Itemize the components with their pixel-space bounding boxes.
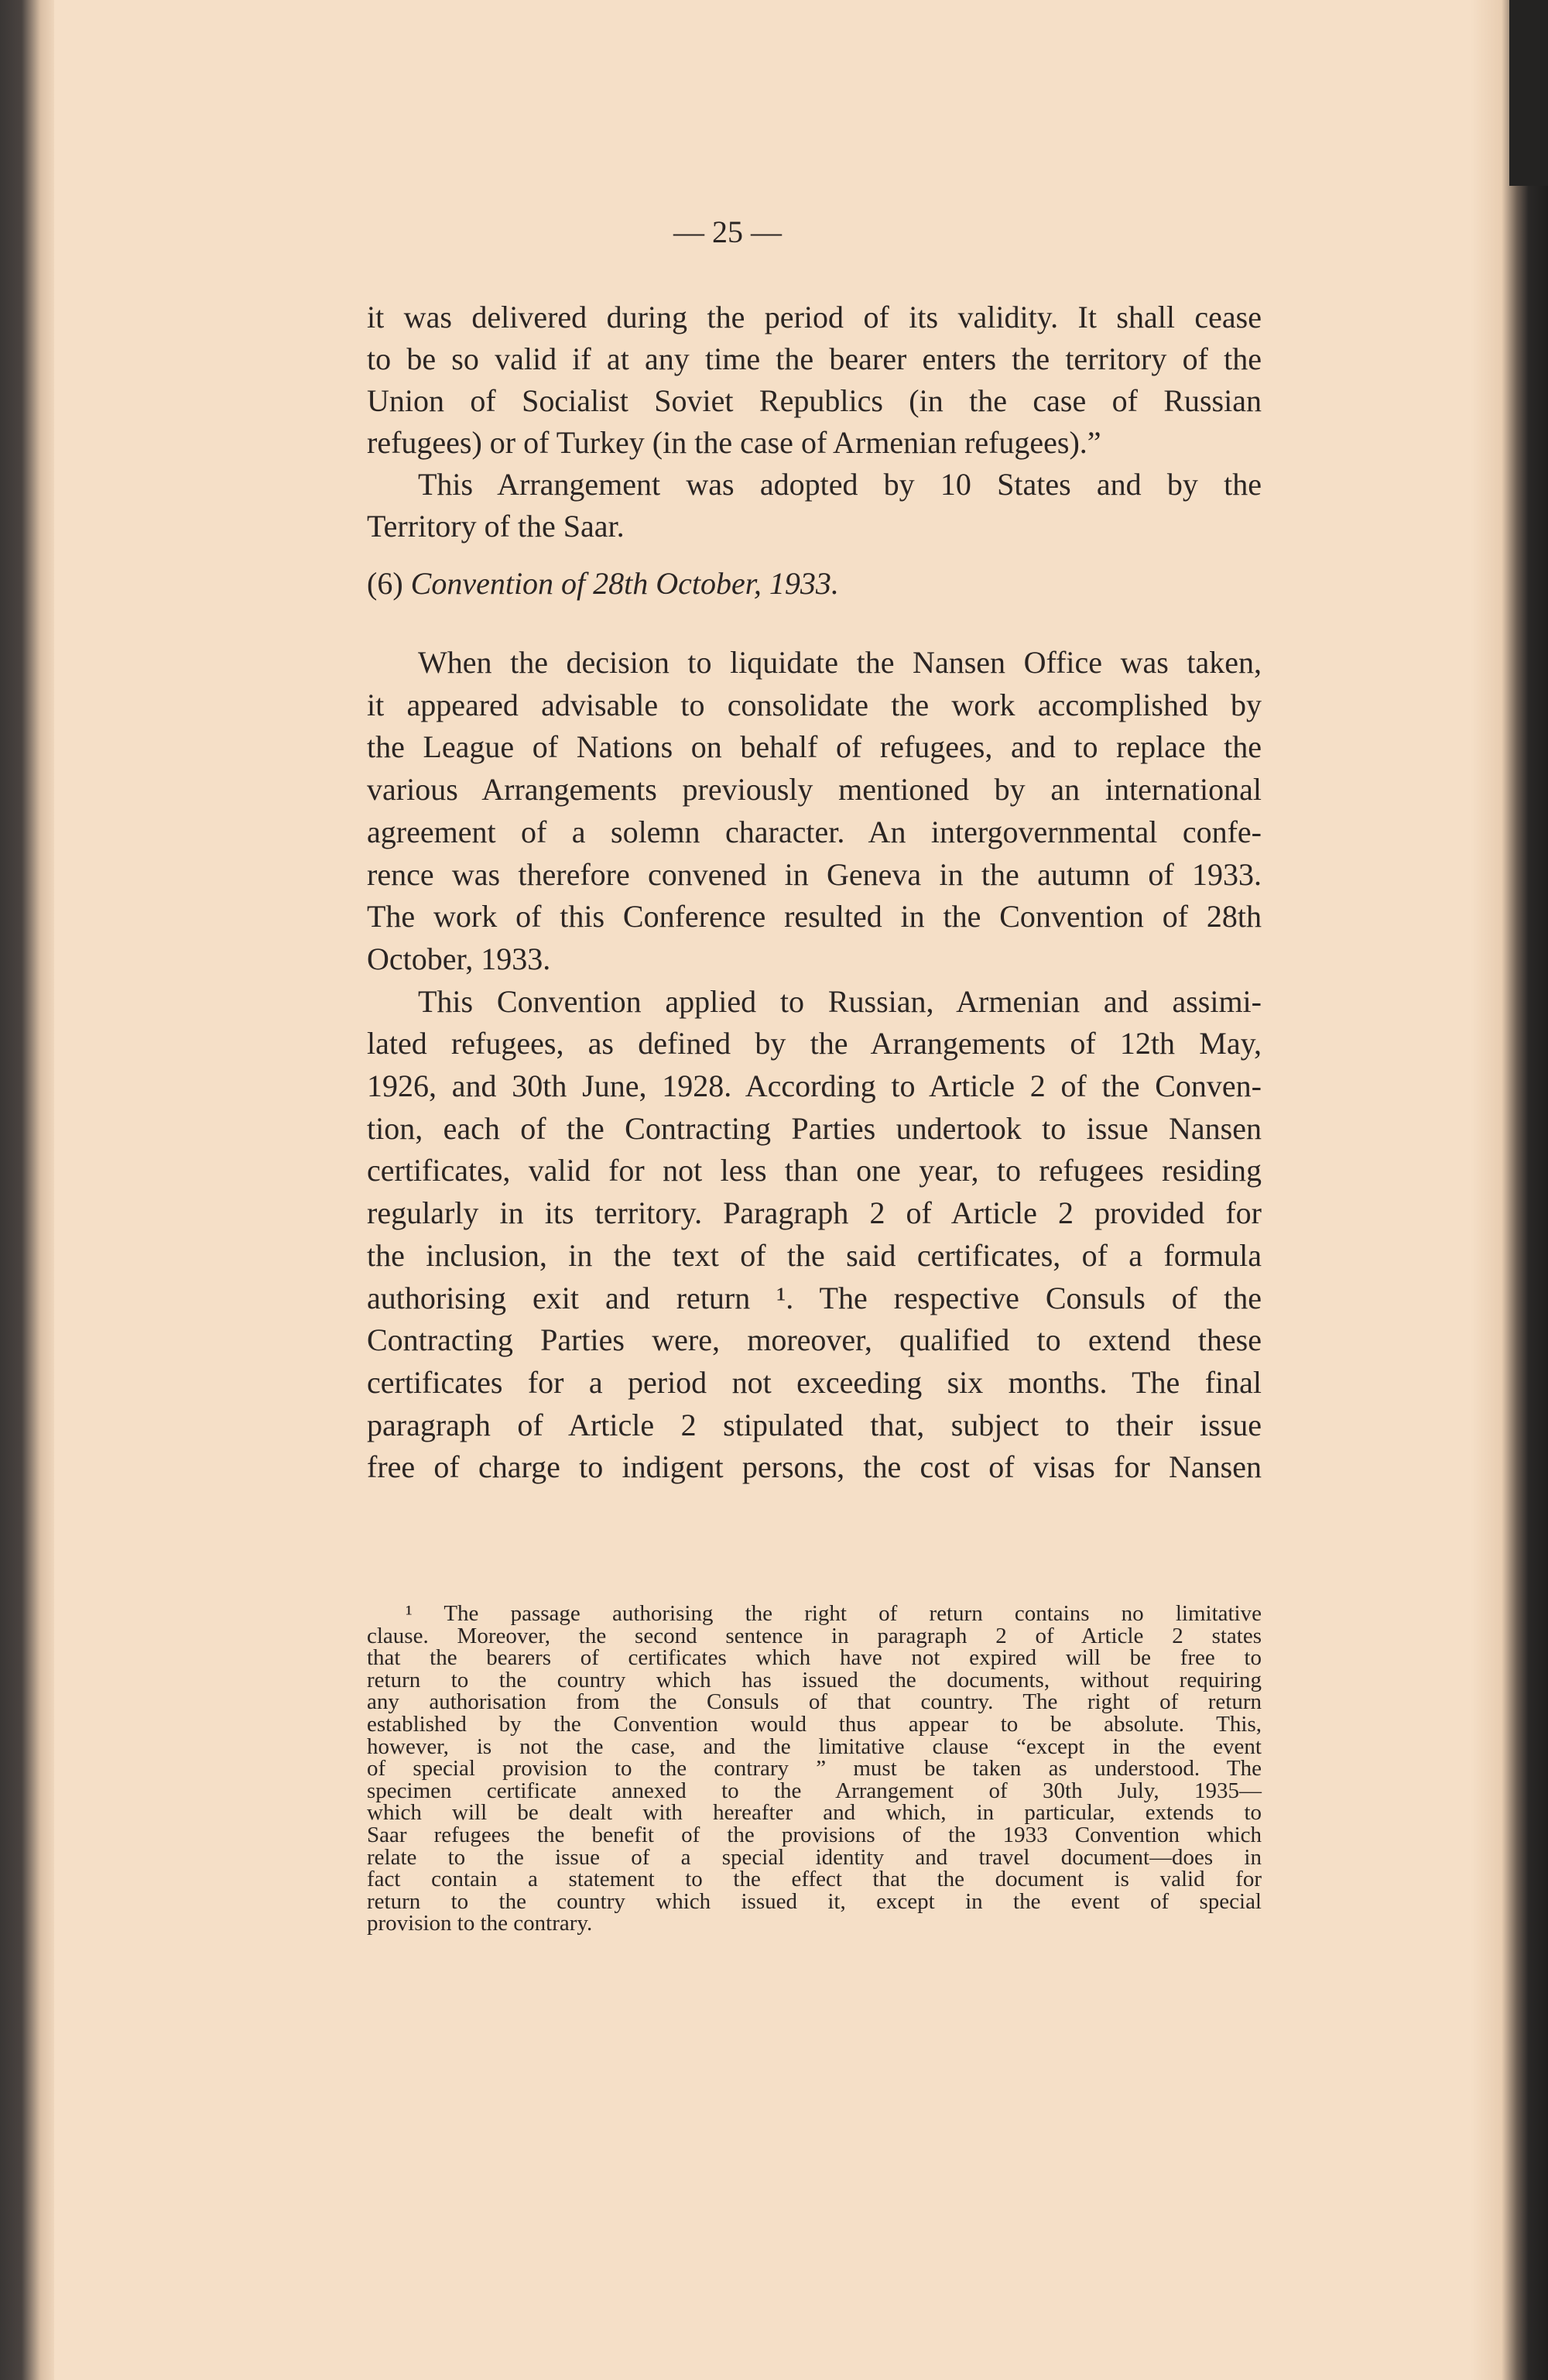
text-line: it was delivered during the period of its validity. It shall cease <box>367 300 1262 334</box>
text-line: established by the Convention would thus appear to be absolute. This, <box>367 1712 1262 1737</box>
page-number: — 25 — <box>673 214 782 249</box>
text-line: The work of this Conference resulted in the Convention of 28th <box>367 899 1262 935</box>
text-line: relate to the issue of a special identity and travel document—does in <box>367 1844 1262 1870</box>
text-line: clause. Moreover, the second sentence in paragraph 2 of Article 2 states <box>367 1623 1262 1648</box>
text-line: return to the country which has issued the documents, without requiring <box>367 1667 1262 1692</box>
text-line: paragraph of Article 2 stipulated that, subject to their issue <box>367 1407 1262 1442</box>
text-line: When the decision to liquidate the Nansen Office was taken, <box>418 645 1262 680</box>
text-line: return to the country which issued it, except in the event of special <box>367 1888 1262 1914</box>
text-line: certificates for a period not exceeding six months. The final <box>367 1364 1262 1400</box>
text-line: specimen certificate annexed to the Arrangement of 30th July, 1935— <box>367 1778 1262 1803</box>
text-line: tion, each of the Contracting Parties undertook to issue Nansen <box>367 1110 1262 1146</box>
text-line: regularly in its territory. Paragraph 2 of Article 2 provided for <box>367 1195 1262 1231</box>
text-line: 1926, and 30th June, 1928. According to Article 2 of the Conven- <box>367 1068 1262 1103</box>
text-line: to be so valid if at any time the bearer enters the territory of the <box>367 341 1262 376</box>
section-number: (6) <box>367 566 403 601</box>
section-heading <box>367 565 839 602</box>
book-left-edge <box>0 0 54 2380</box>
text-line: This Arrangement was adopted by 10 States and by the <box>418 467 1262 502</box>
text-line: certificates, valid for not less than one year, to refugees residing <box>367 1153 1262 1188</box>
text-line: This Convention applied to Russian, Armenian and assimi- <box>418 983 1262 1019</box>
text-line: authorising exit and return ¹. The respective Consuls of the <box>367 1280 1262 1315</box>
text-line: that the bearers of certificates which have not expired will be free to <box>367 1645 1262 1671</box>
text-line: various Arrangements previously mentioned by an international <box>367 772 1262 808</box>
text-line: any authorisation from the Consuls of that country. The right of return <box>367 1689 1262 1715</box>
scan-background-corner <box>1509 0 1548 186</box>
text-line: of special provision to the contrary ” must be taken as understood. The <box>367 1756 1262 1782</box>
text-line: fact contain a statement to the effect that the document is valid for <box>367 1867 1262 1892</box>
section-title: Convention of 28th October, 1933. <box>410 566 839 601</box>
text-line: which will be dealt with hereafter and which, in particular, extends to <box>367 1800 1262 1826</box>
text-line: provision to the contrary. <box>367 1911 593 1936</box>
text-line: free of charge to indigent persons, the cost of visas for Nansen <box>367 1449 1262 1485</box>
text-line: lated refugees, as defined by the Arrangements of 12th May, <box>367 1026 1262 1061</box>
text-line: Saar refugees the benefit of the provisions of the 1933 Convention which <box>367 1823 1262 1847</box>
text-line: Contracting Parties were, moreover, qualified to extend these <box>367 1322 1262 1358</box>
text-line: refugees) or of Turkey (in the case of Armenian refugees).” <box>367 425 1101 460</box>
text-line: agreement of a solemn character. An intergovernmental confe- <box>367 814 1262 849</box>
text-line: the inclusion, in the text of the said certificates, of a formula <box>367 1237 1262 1273</box>
text-line: it appeared advisable to consolidate the work accomplished by <box>367 687 1262 722</box>
text-line: rence was therefore convened in Geneva in the autumn of 1933. <box>367 856 1262 892</box>
text-line: the League of Nations on behalf of refugees, and to replace the <box>367 729 1262 765</box>
book-right-edge <box>1471 0 1548 2380</box>
text-line: ¹ The passage authorising the right of return contains no limitative <box>406 1601 1262 1626</box>
text-line: Territory of the Saar. <box>367 509 625 544</box>
text-line: Union of Socialist Soviet Republics (in the case of Russian <box>367 383 1262 418</box>
text-line: October, 1933. <box>367 941 551 976</box>
text-line: however, is not the case, and the limitative clause “except in the event <box>367 1734 1262 1759</box>
